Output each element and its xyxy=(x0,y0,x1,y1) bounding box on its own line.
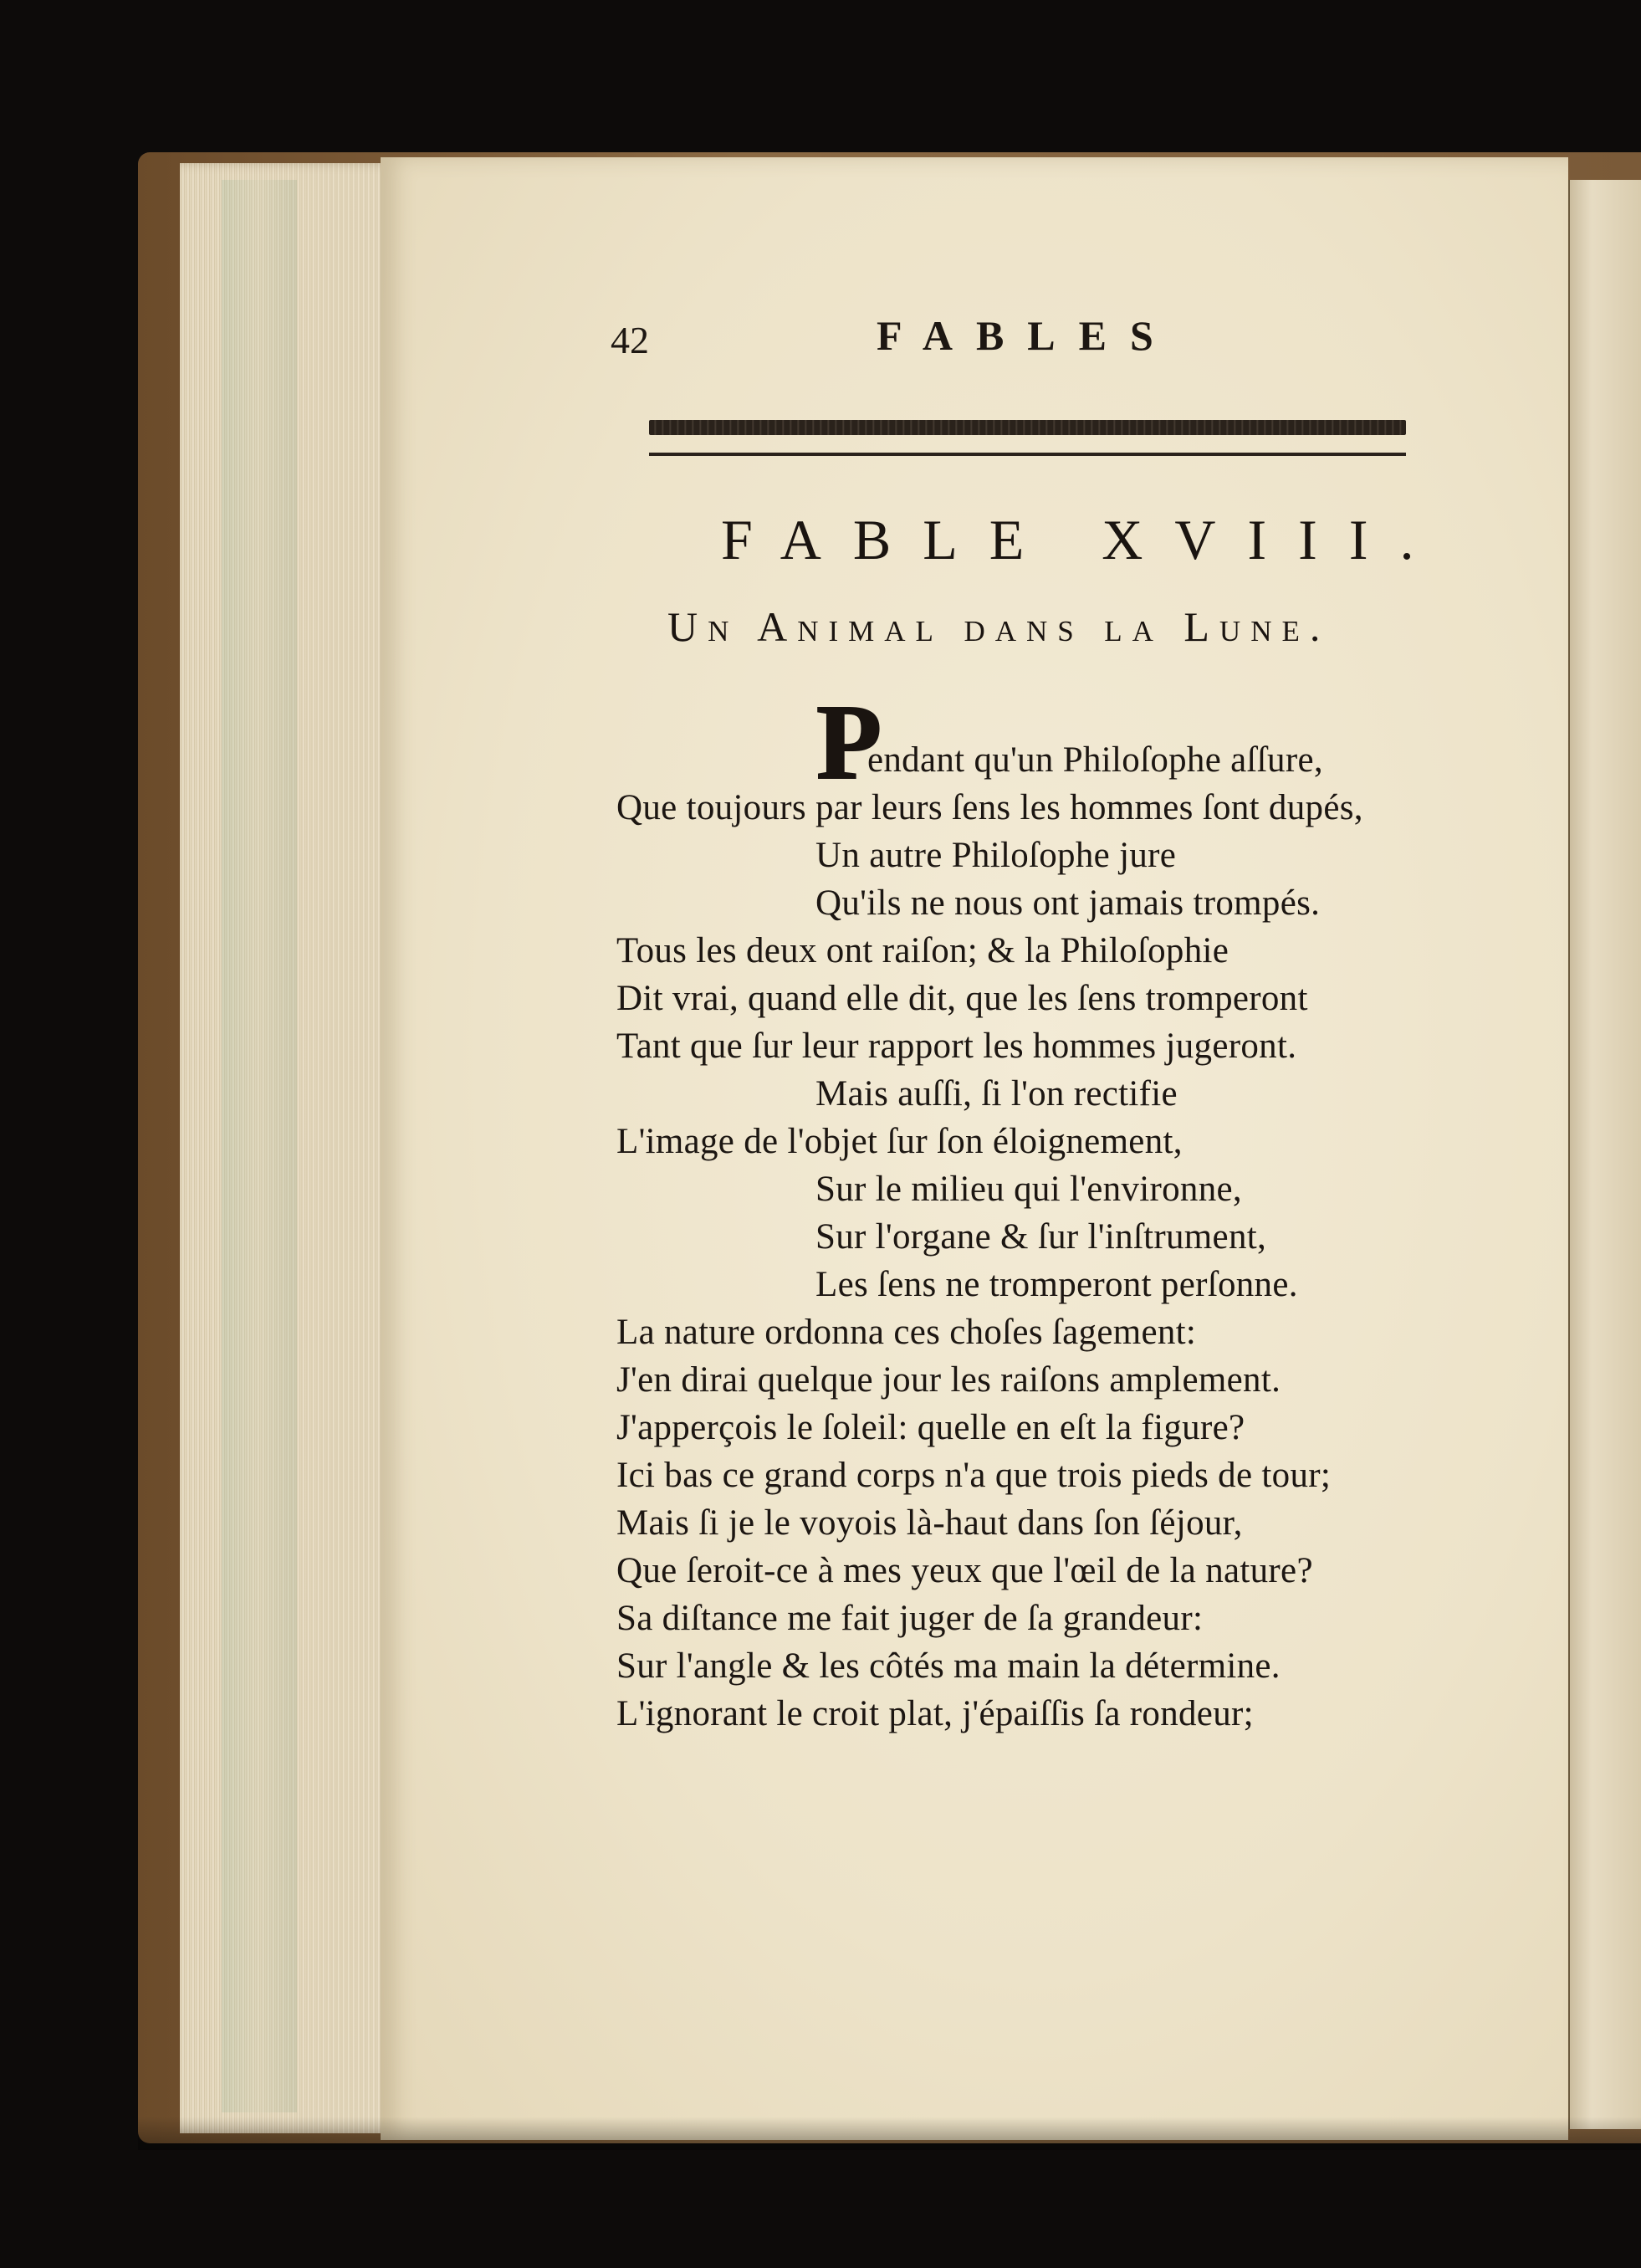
verse-line: L'image de l'objet ſur ſon éloignement, xyxy=(616,1122,1183,1161)
verse-line: Les ſens ne tromperont perſonne. xyxy=(815,1265,1298,1304)
page-edges xyxy=(180,163,397,2133)
verse-line: J'en dirai quelque jour les raiſons amplement. xyxy=(616,1360,1281,1400)
verse-line: Que toujours par leurs ſens les hommes ſont dupés, xyxy=(616,788,1363,827)
running-title: FABLES xyxy=(877,312,1177,359)
fable-title: FABLE XVIII. xyxy=(721,508,1446,571)
verse-line: La nature ordonna ces choſes ſagement: xyxy=(616,1313,1197,1352)
verse-line: Sur le milieu qui l'environne, xyxy=(815,1170,1242,1209)
facing-page-edge xyxy=(1568,180,1641,2129)
verse-line: Qu'ils ne nous ont jamais trompés. xyxy=(815,883,1321,923)
verse-line: Sur l'angle & les côtés ma main la détermine. xyxy=(616,1646,1281,1686)
thin-rule xyxy=(649,453,1406,456)
verse-line: endant qu'un Philoſophe aſſure, xyxy=(867,740,1323,780)
verse-line: Tous les deux ont raiſon; & la Philoſophie xyxy=(616,931,1229,970)
verse-line: Mais ſi je le voyois là-haut dans ſon ſéjour, xyxy=(616,1503,1243,1543)
verse-line: Mais auſſi, ſi l'on rectifie xyxy=(815,1074,1178,1114)
verse-line: Dit vrai, quand elle dit, que les ſens tromperont xyxy=(616,979,1308,1018)
verse-line: Sur l'organe & ſur l'inſtrument, xyxy=(815,1217,1267,1257)
page-number: 42 xyxy=(611,319,649,361)
verse-line: Ici bas ce grand corps n'a que trois pieds de tour; xyxy=(616,1456,1332,1495)
ornamental-rule xyxy=(649,420,1406,435)
verse-line: Sa diſtance me fait juger de ſa grandeur: xyxy=(616,1599,1204,1638)
verse-line: Tant que ſur leur rapport les hommes jugeront. xyxy=(616,1026,1297,1066)
verse-line: J'apperçois le ſoleil: quelle en eſt la figure? xyxy=(616,1408,1245,1447)
page-header xyxy=(611,311,1409,370)
verse-line: Un autre Philoſophe jure xyxy=(815,836,1177,875)
book-shadow xyxy=(138,2117,1641,2150)
drop-cap: P xyxy=(816,683,882,801)
verse-list xyxy=(616,736,1461,1738)
fable-subtitle: Un Animal dans la Lune. xyxy=(667,603,1331,650)
verse-line: Que ſeroit-ce à mes yeux que l'œil de la nature? xyxy=(616,1551,1313,1590)
verse-line: L'ignorant le croit plat, j'épaiſſis ſa rondeur; xyxy=(616,1694,1254,1733)
